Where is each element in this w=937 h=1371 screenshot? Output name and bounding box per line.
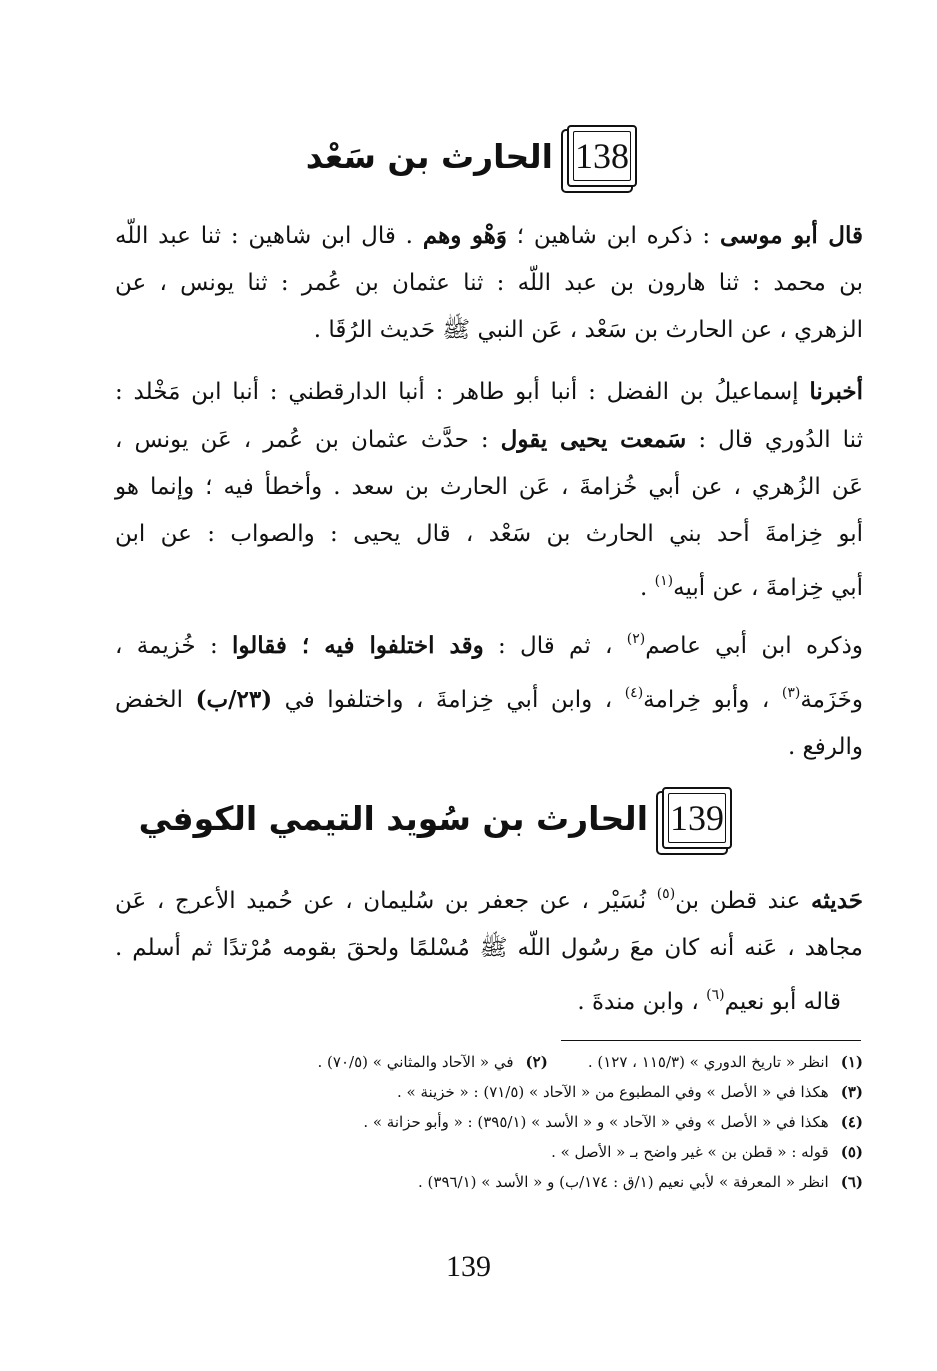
footnote-text: في « الآحاد والمثاني » (٧٠/٥) . <box>317 1053 514 1071</box>
footnote-number: (٢) <box>525 1053 548 1071</box>
footnote-text: هكذا في « الأصل » وفي « الآحاد » و « الأسد » (٣٩٥/١) : « وأبو حزانة » . <box>363 1113 829 1131</box>
footnote-ref: (٢) <box>626 631 646 647</box>
bold-phrase: وقد اختلفوا فيه ؛ فقالوا <box>232 632 484 659</box>
footnote-text: انظر « تاريخ الدوري » (١١٥/٣ ، ١٢٧) . <box>587 1053 829 1071</box>
footnote-item <box>135 1137 863 1167</box>
text-line: عَن الزُهري ، عن أبي خُزامةَ ، عَن الحارث بن سعد . وأخطأ فيه ؛ وإنما هو <box>115 474 863 500</box>
footnotes <box>135 1047 863 1197</box>
text-run: قاله أبو نعيم <box>724 989 841 1015</box>
footnote-ref: (١) <box>654 573 674 589</box>
text-line <box>115 212 863 260</box>
text-run: نُسَيْر ، عن جعفر بن سُليمان ، عن حُميد الأعرج ، عَن <box>115 888 657 914</box>
bold-phrase: (٢٣/ب) <box>195 686 273 713</box>
bold-phrase: وَهْو وهم <box>422 222 507 249</box>
text-run: . قال ابن شاهين : ثنا عبد اللّه <box>115 223 423 249</box>
footnote-text: هكذا في « الأصل » وفي المطبوع من « الآحاد » (٧١/٥) : « خزينة » . <box>397 1083 829 1101</box>
text-line <box>115 616 863 670</box>
text-line <box>115 416 863 464</box>
page-number: 139 <box>446 1250 491 1283</box>
footnote-item <box>135 1107 863 1137</box>
footnote-separator <box>561 1040 861 1041</box>
text-run: : ذكره ابن شاهين ؛ <box>506 223 720 249</box>
footnote-ref: (٣) <box>781 685 801 701</box>
footnote-number: (٣) <box>840 1083 863 1101</box>
text-line <box>115 670 863 724</box>
text-run: : خُزيمة ، <box>115 633 232 659</box>
bold-phrase: قال أبو موسى <box>719 222 864 249</box>
footnote-number: (٥) <box>840 1143 863 1161</box>
text-run: إسماعيلُ بن الفضل : أنبا أبو طاهر : أنبا الدارقطني : أنبا ابن مَخْلد : <box>115 379 810 405</box>
text-line <box>115 871 863 925</box>
footnote-item <box>135 1167 863 1197</box>
text-run: الخفض <box>115 687 196 713</box>
text-run: ثنا الدُوري قال : <box>686 427 863 453</box>
bold-phrase: سَمعت يحيى يقول <box>500 426 687 453</box>
bold-phrase: أخبرنا <box>809 378 863 405</box>
text-line <box>115 972 863 1026</box>
footnote-item <box>135 1047 863 1077</box>
text-line <box>115 558 863 612</box>
paragraph-1 <box>115 212 863 354</box>
entry-number: 139 <box>670 798 724 838</box>
text-run: . <box>640 575 655 601</box>
footnote-number: (٦) <box>840 1173 863 1191</box>
footnote-number: (١) <box>840 1053 863 1071</box>
text-run: ، وأبو خِرامة <box>643 687 782 713</box>
footnote-ref: (٤) <box>624 685 644 701</box>
text-line: الزهري ، عن الحارث بن سَعْد ، عَن النبي ﷺ حَديث الرُقَا . <box>313 317 863 343</box>
footnote-ref: (٦) <box>706 987 725 1003</box>
text-run: أبي خِزامةَ ، عن أبيه <box>673 575 863 601</box>
footnote-text: انظر « المعرفة » لأبي نعيم (١/ق : ١٧٤/ب) و « الأسد » (٣٩٦/١) . <box>418 1173 829 1191</box>
text-line: أبو خِزامةَ أحد بني الحارث بن سَعْد ، قال يحيى : والصواب : عن ابن <box>115 521 863 547</box>
bold-phrase: حَديثه <box>811 887 863 914</box>
text-line: والرفع . <box>787 734 863 760</box>
footnote-number: (٤) <box>840 1113 863 1131</box>
entry-title: الحارث بن سَعْد <box>305 136 553 176</box>
paragraph-3 <box>115 616 863 771</box>
text-line: بن محمد : ثنا هارون بن عبد اللّه : ثنا عثمان بن عُمر : ثنا يونس ، عن <box>115 270 863 296</box>
footnote-item <box>135 1077 863 1107</box>
entry-heading-138 <box>306 125 637 187</box>
text-line: مجاهد ، عَنه أنه كان معَ رسُول اللّه ﷺ مُسْلمًا ولحقَ بقومه مُرْتدًا ثم أسلم . <box>115 935 863 961</box>
entry-heading-139 <box>139 787 732 849</box>
paragraph-2 <box>115 368 863 612</box>
text-run: وخَزَمة <box>800 687 863 713</box>
text-run: عند قطن بن <box>675 888 812 914</box>
text-run: ، وابن أبي خِزامةَ ، واختلفوا في <box>272 687 625 713</box>
text-line <box>115 368 863 416</box>
entry-number: 138 <box>575 136 629 176</box>
footnote-text: قوله : « قطن بن » غير واضح بـ « الأصل » . <box>551 1143 829 1161</box>
text-run: ، ثم قال : <box>483 633 627 659</box>
text-run: وذكره ابن أبي عاصم <box>645 633 863 659</box>
text-run: : حدَّث عثمان بن عُمر ، عَن يونس ، <box>115 427 501 453</box>
entry-title: الحارث بن سُويد التيمي الكوفي <box>138 798 648 838</box>
text-run: ، وابن مندةَ . <box>577 989 707 1015</box>
paragraph-4 <box>115 871 863 1026</box>
entry-number-box <box>567 125 637 187</box>
entry-number-box <box>662 787 732 849</box>
footnote-ref: (٥) <box>656 886 676 902</box>
